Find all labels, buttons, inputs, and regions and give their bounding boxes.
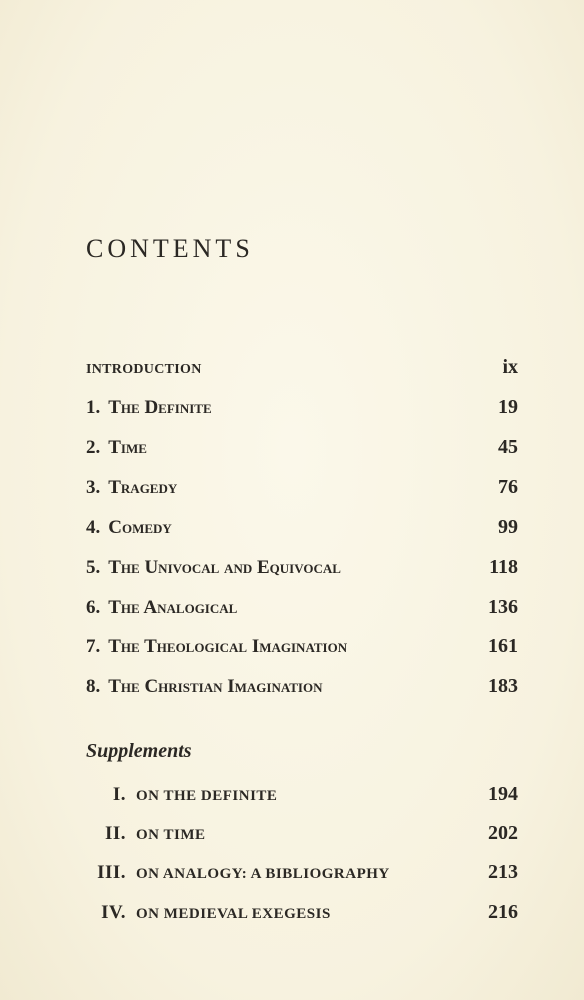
toc-entry-supplement xyxy=(86,783,518,813)
supplement-number: IV. xyxy=(101,902,126,923)
chapter-number: 8. xyxy=(86,676,101,697)
supplement-number: II. xyxy=(104,823,126,844)
toc-entry-chapter xyxy=(86,396,518,426)
chapter-page: 19 xyxy=(498,396,518,418)
contents-heading: CONTENTS xyxy=(86,234,254,263)
toc-entry-chapter xyxy=(86,556,518,586)
toc-entry-chapter xyxy=(86,476,518,506)
chapter-page: 76 xyxy=(498,476,518,498)
toc-entry-supplement xyxy=(86,861,518,891)
chapter-title: Time xyxy=(108,437,147,458)
toc-entry-chapter xyxy=(86,635,518,665)
chapter-title: The Univocal and Equivocal xyxy=(108,557,341,578)
chapter-title: The Theological Imagination xyxy=(108,636,348,657)
toc-entry-label: INTRODUCTION xyxy=(86,362,202,377)
chapter-page: 161 xyxy=(488,635,518,657)
chapter-page: 136 xyxy=(488,596,518,618)
chapter-number: 5. xyxy=(86,557,101,578)
toc-entry-chapter xyxy=(86,596,518,626)
chapter-page: 183 xyxy=(488,675,518,697)
supplement-title: ON THE DEFINITE xyxy=(136,788,278,804)
chapter-page: 118 xyxy=(489,556,518,578)
toc-entry-introduction xyxy=(86,356,518,386)
supplement-page: 202 xyxy=(488,822,518,844)
toc-entry-chapter xyxy=(86,675,518,705)
supplement-title: ON TIME xyxy=(136,827,206,843)
chapter-number: 3. xyxy=(86,477,101,498)
supplement-number: III. xyxy=(97,862,126,883)
supplement-number: I. xyxy=(112,784,126,805)
supplements-heading: Supplements xyxy=(86,740,192,762)
chapter-number: 4. xyxy=(86,517,101,538)
chapter-number: 1. xyxy=(86,397,101,418)
supplement-title: ON ANALOGY: A BIBLIOGRAPHY xyxy=(136,866,390,882)
chapter-title: Tragedy xyxy=(108,477,178,498)
chapter-title: The Analogical xyxy=(108,597,238,618)
toc-entry-chapter xyxy=(86,516,518,546)
chapter-number: 2. xyxy=(86,437,101,458)
supplement-page: 216 xyxy=(488,901,518,923)
supplement-title: ON MEDIEVAL EXEGESIS xyxy=(136,906,331,922)
chapter-number: 6. xyxy=(86,597,101,618)
toc-entry-page: ix xyxy=(502,356,518,378)
chapter-number: 7. xyxy=(86,636,101,657)
toc-entry-chapter xyxy=(86,436,518,466)
toc-entry-supplement xyxy=(86,901,518,931)
chapter-title: Comedy xyxy=(108,517,172,538)
chapter-page: 45 xyxy=(498,436,518,458)
supplement-page: 213 xyxy=(488,861,518,883)
toc-entry-supplement xyxy=(86,822,518,852)
chapter-title: The Definite xyxy=(108,397,212,418)
supplement-page: 194 xyxy=(488,783,518,805)
chapter-page: 99 xyxy=(498,516,518,538)
chapter-title: The Christian Imagination xyxy=(108,676,323,697)
